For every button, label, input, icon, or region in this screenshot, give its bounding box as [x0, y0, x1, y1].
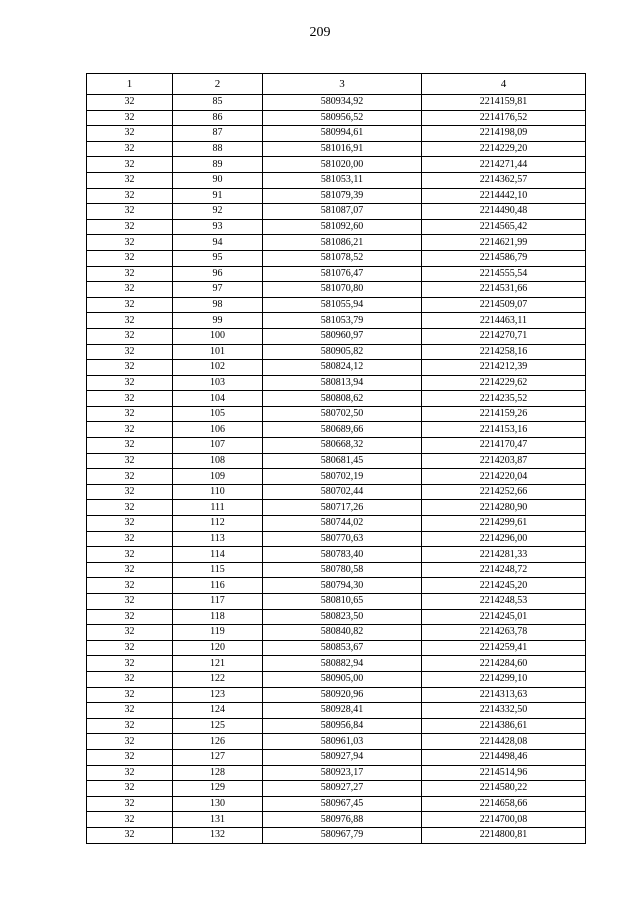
table-cell-col-1: 32: [87, 625, 173, 641]
table-cell-col-2: 91: [173, 188, 263, 204]
table-cell-col-2: 113: [173, 531, 263, 547]
table-cell-col-2: 92: [173, 204, 263, 220]
table-row: [87, 282, 586, 298]
table-cell-col-3: 580934,92: [263, 95, 422, 111]
table-cell-col-4: 2214248,72: [422, 562, 586, 578]
table-cell-col-2: 124: [173, 703, 263, 719]
table-cell-col-2: 118: [173, 609, 263, 625]
table-row: [87, 827, 586, 843]
table-cell-col-3: 581070,80: [263, 282, 422, 298]
table-cell-col-4: 2214270,71: [422, 328, 586, 344]
table-row: [87, 625, 586, 641]
table-cell-col-3: 580927,27: [263, 781, 422, 797]
table-cell-col-4: 2214170,47: [422, 438, 586, 454]
table-cell-col-4: 2214220,04: [422, 469, 586, 485]
table-cell-col-2: 108: [173, 453, 263, 469]
table-cell-col-3: 580956,84: [263, 718, 422, 734]
table-cell-col-4: 2214442,10: [422, 188, 586, 204]
table-cell-col-2: 128: [173, 765, 263, 781]
table-cell-col-3: 580920,96: [263, 687, 422, 703]
table-cell-col-4: 2214159,26: [422, 406, 586, 422]
table-cell-col-4: 2214258,16: [422, 344, 586, 360]
table-cell-col-4: 2214700,08: [422, 812, 586, 828]
table-row: [87, 141, 586, 157]
table-row: [87, 749, 586, 765]
table-header: [87, 74, 586, 95]
table-cell-col-1: 32: [87, 235, 173, 251]
table-row: [87, 422, 586, 438]
table-cell-col-4: 2214658,66: [422, 796, 586, 812]
table-row: [87, 640, 586, 656]
table-cell-col-1: 32: [87, 172, 173, 188]
table-cell-col-1: 32: [87, 282, 173, 298]
table-cell-col-4: 2214555,54: [422, 266, 586, 282]
table-row: [87, 734, 586, 750]
table-cell-col-3: 580824,12: [263, 360, 422, 376]
table-cell-col-4: 2214229,20: [422, 141, 586, 157]
table-cell-col-1: 32: [87, 500, 173, 516]
table-cell-col-4: 2214235,52: [422, 391, 586, 407]
table-cell-col-3: 580702,19: [263, 469, 422, 485]
table-cell-col-3: 581053,79: [263, 313, 422, 329]
table-cell-col-1: 32: [87, 640, 173, 656]
table-row: [87, 344, 586, 360]
table-cell-col-4: 2214332,50: [422, 703, 586, 719]
table-cell-col-4: 2214248,53: [422, 594, 586, 610]
table-cell-col-2: 87: [173, 126, 263, 142]
table-cell-col-2: 109: [173, 469, 263, 485]
table-row: [87, 360, 586, 376]
table-cell-col-4: 2214153,16: [422, 422, 586, 438]
table-cell-col-4: 2214509,07: [422, 297, 586, 313]
table-row: [87, 671, 586, 687]
table-cell-col-4: 2214259,41: [422, 640, 586, 656]
table-cell-col-1: 32: [87, 594, 173, 610]
table-cell-col-1: 32: [87, 110, 173, 126]
table-row: [87, 157, 586, 173]
table-cell-col-1: 32: [87, 453, 173, 469]
column-header-1: 1: [87, 74, 173, 95]
table-cell-col-3: 581078,52: [263, 250, 422, 266]
table-cell-col-3: 580770,63: [263, 531, 422, 547]
table-row: [87, 578, 586, 594]
table-cell-col-3: 581020,00: [263, 157, 422, 173]
table-row: [87, 328, 586, 344]
table-cell-col-1: 32: [87, 516, 173, 532]
table-cell-col-2: 102: [173, 360, 263, 376]
table-cell-col-2: 125: [173, 718, 263, 734]
table-cell-col-3: 580840,82: [263, 625, 422, 641]
table-cell-col-4: 2214203,87: [422, 453, 586, 469]
table-cell-col-2: 98: [173, 297, 263, 313]
table-cell-col-1: 32: [87, 703, 173, 719]
table-cell-col-2: 119: [173, 625, 263, 641]
table-cell-col-4: 2214281,33: [422, 547, 586, 563]
table-cell-col-1: 32: [87, 765, 173, 781]
table-cell-col-1: 32: [87, 313, 173, 329]
table-row: [87, 703, 586, 719]
table-cell-col-4: 2214212,39: [422, 360, 586, 376]
table-row: [87, 391, 586, 407]
table-cell-col-4: 2214498,46: [422, 749, 586, 765]
table-cell-col-1: 32: [87, 656, 173, 672]
table-cell-col-2: 86: [173, 110, 263, 126]
table-row: [87, 812, 586, 828]
table-cell-col-2: 123: [173, 687, 263, 703]
table-cell-col-4: 2214428,08: [422, 734, 586, 750]
table-row: [87, 781, 586, 797]
table-cell-col-2: 93: [173, 219, 263, 235]
coordinates-table: [86, 73, 586, 844]
table-row: [87, 562, 586, 578]
table-cell-col-2: 129: [173, 781, 263, 797]
table-cell-col-2: 103: [173, 375, 263, 391]
table-row: [87, 547, 586, 563]
table-cell-col-4: 2214159,81: [422, 95, 586, 111]
table-cell-col-2: 95: [173, 250, 263, 266]
table-cell-col-3: 580961,03: [263, 734, 422, 750]
table-cell-col-2: 114: [173, 547, 263, 563]
table-cell-col-3: 580994,61: [263, 126, 422, 142]
table-cell-col-2: 131: [173, 812, 263, 828]
table-cell-col-3: 580717,26: [263, 500, 422, 516]
table-cell-col-3: 580783,40: [263, 547, 422, 563]
table-cell-col-2: 106: [173, 422, 263, 438]
table-cell-col-1: 32: [87, 141, 173, 157]
table-cell-col-1: 32: [87, 126, 173, 142]
table-row: [87, 765, 586, 781]
table-cell-col-3: 581079,39: [263, 188, 422, 204]
table-cell-col-2: 130: [173, 796, 263, 812]
table-cell-col-1: 32: [87, 375, 173, 391]
table-cell-col-1: 32: [87, 749, 173, 765]
table-row: [87, 406, 586, 422]
table-cell-col-3: 580956,52: [263, 110, 422, 126]
table-cell-col-2: 116: [173, 578, 263, 594]
table-cell-col-1: 32: [87, 718, 173, 734]
table-cell-col-1: 32: [87, 328, 173, 344]
table-row: [87, 188, 586, 204]
table-cell-col-1: 32: [87, 438, 173, 454]
table-cell-col-3: 580923,17: [263, 765, 422, 781]
table-cell-col-1: 32: [87, 391, 173, 407]
table-cell-col-2: 94: [173, 235, 263, 251]
table-cell-col-1: 32: [87, 484, 173, 500]
table-row: [87, 687, 586, 703]
table-cell-col-1: 32: [87, 734, 173, 750]
table-cell-col-3: 580689,66: [263, 422, 422, 438]
table-cell-col-4: 2214621,99: [422, 235, 586, 251]
table-cell-col-2: 101: [173, 344, 263, 360]
table-row: [87, 95, 586, 111]
table-cell-col-3: 580808,62: [263, 391, 422, 407]
table-cell-col-3: 580960,97: [263, 328, 422, 344]
table-cell-col-2: 112: [173, 516, 263, 532]
table-body: [87, 95, 586, 844]
table-cell-col-1: 32: [87, 219, 173, 235]
table-cell-col-2: 99: [173, 313, 263, 329]
table-cell-col-2: 97: [173, 282, 263, 298]
table-cell-col-4: 2214263,78: [422, 625, 586, 641]
table-row: [87, 500, 586, 516]
table-cell-col-1: 32: [87, 469, 173, 485]
table-cell-col-3: 580702,50: [263, 406, 422, 422]
table-cell-col-1: 32: [87, 95, 173, 111]
table-cell-col-1: 32: [87, 360, 173, 376]
table-cell-col-2: 105: [173, 406, 263, 422]
table-cell-col-4: 2214299,61: [422, 516, 586, 532]
table-cell-col-1: 32: [87, 796, 173, 812]
table-cell-col-3: 580813,94: [263, 375, 422, 391]
table-cell-col-4: 2214245,01: [422, 609, 586, 625]
table-cell-col-2: 126: [173, 734, 263, 750]
table-cell-col-3: 580702,44: [263, 484, 422, 500]
column-header-3: 3: [263, 74, 422, 95]
table-row: [87, 250, 586, 266]
table-cell-col-3: 581053,11: [263, 172, 422, 188]
table-cell-col-3: 581016,91: [263, 141, 422, 157]
table-row: [87, 219, 586, 235]
table-row: [87, 172, 586, 188]
table-cell-col-4: 2214386,61: [422, 718, 586, 734]
table-cell-col-2: 96: [173, 266, 263, 282]
table-row: [87, 656, 586, 672]
table-cell-col-2: 121: [173, 656, 263, 672]
table-cell-col-1: 32: [87, 406, 173, 422]
table-cell-col-1: 32: [87, 297, 173, 313]
table-row: [87, 375, 586, 391]
table-row: [87, 204, 586, 220]
table-cell-col-2: 127: [173, 749, 263, 765]
table-cell-col-4: 2214313,63: [422, 687, 586, 703]
table-cell-col-4: 2214198,09: [422, 126, 586, 142]
table-cell-col-4: 2214296,00: [422, 531, 586, 547]
table-row: [87, 438, 586, 454]
table-cell-col-3: 581087,07: [263, 204, 422, 220]
table-cell-col-3: 581092,60: [263, 219, 422, 235]
table-cell-col-2: 107: [173, 438, 263, 454]
table-cell-col-2: 117: [173, 594, 263, 610]
table-cell-col-2: 89: [173, 157, 263, 173]
table-cell-col-3: 580853,67: [263, 640, 422, 656]
table-row: [87, 796, 586, 812]
table-cell-col-4: 2214463,11: [422, 313, 586, 329]
table-cell-col-2: 120: [173, 640, 263, 656]
table-cell-col-4: 2214245,20: [422, 578, 586, 594]
table-cell-col-1: 32: [87, 578, 173, 594]
column-header-4: 4: [422, 74, 586, 95]
table-cell-col-4: 2214252,66: [422, 484, 586, 500]
table-cell-col-4: 2214586,79: [422, 250, 586, 266]
table-cell-col-3: 580668,32: [263, 438, 422, 454]
table-cell-col-2: 90: [173, 172, 263, 188]
table-cell-col-4: 2214362,57: [422, 172, 586, 188]
table-cell-col-3: 580976,88: [263, 812, 422, 828]
table-row: [87, 126, 586, 142]
table-row: [87, 718, 586, 734]
table-cell-col-4: 2214565,42: [422, 219, 586, 235]
table-cell-col-3: 580823,50: [263, 609, 422, 625]
table-cell-col-3: 580905,00: [263, 671, 422, 687]
table-cell-col-2: 88: [173, 141, 263, 157]
table-row: [87, 266, 586, 282]
table-cell-col-4: 2214580,22: [422, 781, 586, 797]
table-cell-col-3: 580744,02: [263, 516, 422, 532]
table-cell-col-1: 32: [87, 157, 173, 173]
table-cell-col-2: 111: [173, 500, 263, 516]
table-cell-col-2: 115: [173, 562, 263, 578]
table-row: [87, 297, 586, 313]
table-cell-col-3: 580967,79: [263, 827, 422, 843]
table-cell-col-1: 32: [87, 827, 173, 843]
table-cell-col-2: 122: [173, 671, 263, 687]
table-cell-col-1: 32: [87, 562, 173, 578]
table-cell-col-4: 2214176,52: [422, 110, 586, 126]
table-cell-col-3: 580967,45: [263, 796, 422, 812]
table-cell-col-3: 580794,30: [263, 578, 422, 594]
table-row: [87, 531, 586, 547]
table-cell-col-3: 581055,94: [263, 297, 422, 313]
table-cell-col-1: 32: [87, 531, 173, 547]
table-cell-col-4: 2214284,60: [422, 656, 586, 672]
table-cell-col-3: 580780,58: [263, 562, 422, 578]
table-cell-col-1: 32: [87, 547, 173, 563]
table-row: [87, 594, 586, 610]
table-cell-col-3: 580681,45: [263, 453, 422, 469]
table-cell-col-4: 2214514,96: [422, 765, 586, 781]
column-header-2: 2: [173, 74, 263, 95]
table-cell-col-1: 32: [87, 609, 173, 625]
table-cell-col-3: 580927,94: [263, 749, 422, 765]
table-cell-col-3: 580928,41: [263, 703, 422, 719]
table-cell-col-3: 580905,82: [263, 344, 422, 360]
table-cell-col-1: 32: [87, 671, 173, 687]
table-cell-col-2: 132: [173, 827, 263, 843]
table-cell-col-4: 2214490,48: [422, 204, 586, 220]
table-cell-col-3: 580810,65: [263, 594, 422, 610]
table-cell-col-2: 110: [173, 484, 263, 500]
table-cell-col-2: 104: [173, 391, 263, 407]
table-row: [87, 313, 586, 329]
table-row: [87, 453, 586, 469]
table-cell-col-1: 32: [87, 344, 173, 360]
table-row: [87, 609, 586, 625]
table-cell-col-1: 32: [87, 250, 173, 266]
table-cell-col-2: 85: [173, 95, 263, 111]
table-cell-col-3: 581076,47: [263, 266, 422, 282]
table-cell-col-1: 32: [87, 266, 173, 282]
table-row: [87, 484, 586, 500]
page-number: 209: [309, 25, 331, 40]
table-cell-col-4: 2214280,90: [422, 500, 586, 516]
table-cell-col-4: 2214531,66: [422, 282, 586, 298]
table-row: [87, 469, 586, 485]
table-cell-col-1: 32: [87, 204, 173, 220]
table-cell-col-1: 32: [87, 687, 173, 703]
table-row: [87, 110, 586, 126]
table-cell-col-3: 581086,21: [263, 235, 422, 251]
table-cell-col-4: 2214271,44: [422, 157, 586, 173]
header-row: [87, 74, 586, 95]
table-cell-col-1: 32: [87, 188, 173, 204]
table-cell-col-4: 2214800,81: [422, 827, 586, 843]
table-cell-col-1: 32: [87, 781, 173, 797]
table-cell-col-4: 2214299,10: [422, 671, 586, 687]
table-cell-col-4: 2214229,62: [422, 375, 586, 391]
table-cell-col-2: 100: [173, 328, 263, 344]
table-row: [87, 516, 586, 532]
table-row: [87, 235, 586, 251]
table-cell-col-3: 580882,94: [263, 656, 422, 672]
table-cell-col-1: 32: [87, 422, 173, 438]
table-cell-col-1: 32: [87, 812, 173, 828]
